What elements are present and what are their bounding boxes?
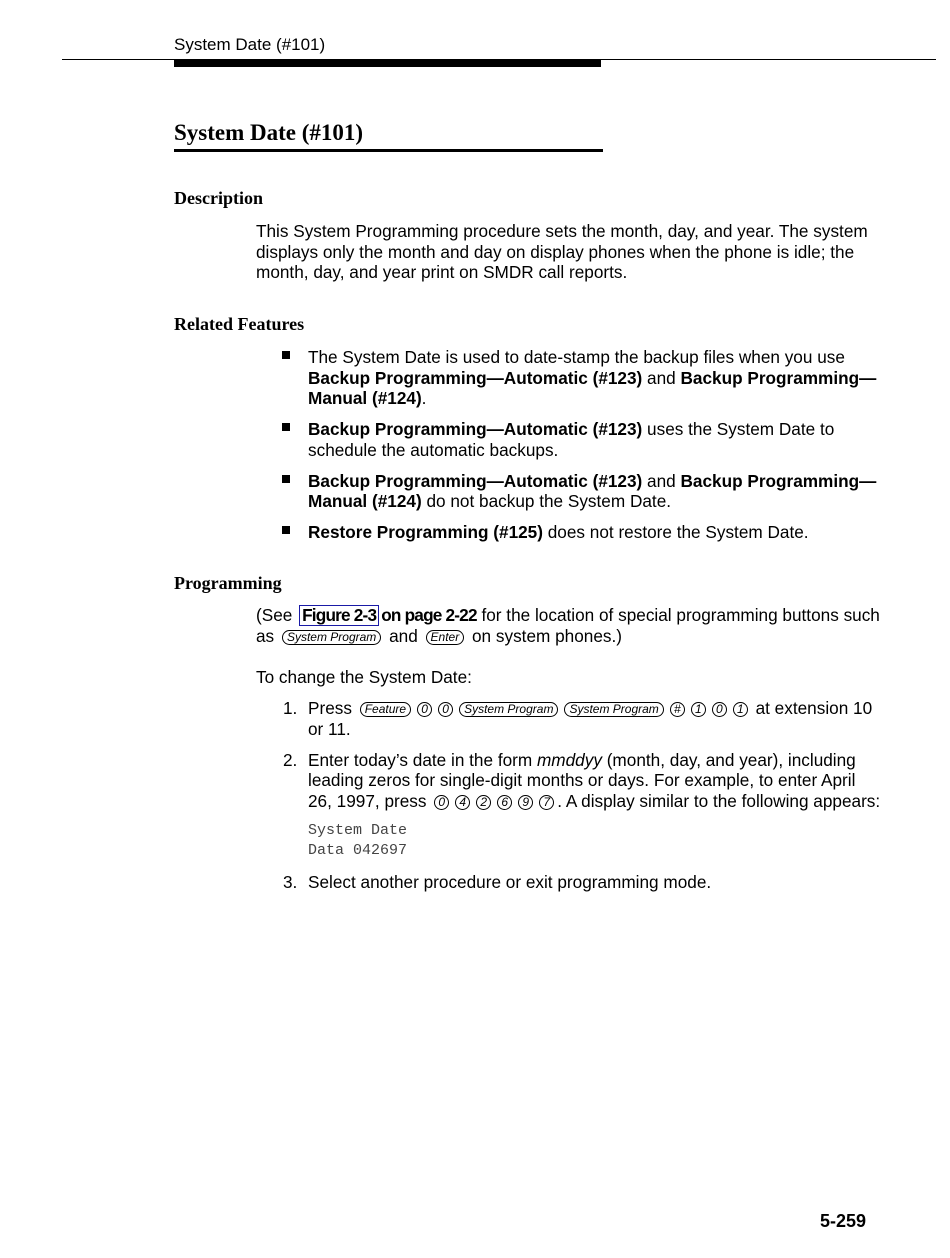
step-text: Select another procedure or exit programming mode. <box>308 871 712 892</box>
step-3 <box>256 872 881 893</box>
step-number: 2. <box>283 749 298 770</box>
dial-key: 9 <box>518 795 533 810</box>
description-heading: Description <box>174 188 263 208</box>
square-bullet-icon <box>282 475 290 483</box>
dial-key: 0 <box>434 795 449 810</box>
dial-key: 7 <box>539 795 554 810</box>
square-bullet-icon <box>282 423 290 431</box>
feature-ref: Backup Programming—Automatic (#123) <box>308 367 643 388</box>
dial-key: 0 <box>438 702 453 717</box>
step-text: Press <box>308 698 352 718</box>
list-item <box>256 347 881 409</box>
dial-key: 4 <box>455 795 470 810</box>
related-features-list <box>256 347 881 553</box>
item-text: The System Date is used to date-stamp the backup files when you use <box>308 347 845 367</box>
display-line: System Date <box>308 822 408 839</box>
figure-page-ref: on page 2-22 <box>381 605 477 625</box>
note-text: (See <box>256 605 298 625</box>
item-text: . <box>421 388 427 408</box>
item-text: and <box>642 367 681 388</box>
dial-key: 2 <box>476 795 491 810</box>
change-intro: To change the System Date: <box>256 667 472 687</box>
step-text: at extension 10 or 11. <box>308 698 873 739</box>
programming-heading: Programming <box>174 573 282 593</box>
programming-note <box>256 605 881 647</box>
feature-ref: Backup Programming—Automatic (#123) <box>308 419 643 439</box>
description-text: This System Programming procedure sets the month, day, and year. The system displays only the month and day on display phones when the phone is idle; the month, day, and year print on SMDR call reports. <box>256 221 868 282</box>
note-text: and <box>384 626 423 646</box>
system-program-key: System Program <box>282 630 381 645</box>
feature-ref: Restore Programming (#125) <box>308 522 543 542</box>
list-item <box>256 522 881 543</box>
procedure-steps <box>256 698 881 903</box>
feature-ref: Backup Programming—Manual (#124) <box>308 470 877 511</box>
dial-key: 6 <box>497 795 512 810</box>
step-text: (month, day, and year), including leading zeros for single-digit months or days. For example, to enter April 26, 1997, press <box>308 749 856 811</box>
list-item <box>256 471 881 512</box>
running-header: System Date (#101) <box>174 35 326 54</box>
enter-key: Enter <box>426 630 465 645</box>
item-text: does not restore the System Date. <box>542 522 809 542</box>
dial-key: # <box>670 702 685 717</box>
note-text: for the location of special programming buttons such as <box>256 605 880 646</box>
square-bullet-icon <box>282 351 290 359</box>
note-text: on system phones.) <box>467 626 622 646</box>
feature-ref: Backup Programming—Automatic (#123) <box>308 470 643 491</box>
dial-key: 0 <box>712 702 727 717</box>
step-text: . A display similar to the following appears: <box>557 790 881 811</box>
system-program-key: System Program <box>459 702 558 717</box>
item-text: uses the System Date to schedule the automatic backups. <box>308 419 835 460</box>
feature-key: Feature <box>360 702 411 717</box>
item-text: and <box>642 470 681 491</box>
dial-key: 1 <box>733 702 748 717</box>
step-number: 3. <box>283 871 298 892</box>
header-bar <box>174 60 601 67</box>
display-screen <box>308 821 881 861</box>
item-text: do not backup the System Date. <box>421 491 672 511</box>
dial-key: 1 <box>691 702 706 717</box>
feature-ref: Backup Programming—Manual (#124) <box>308 367 877 408</box>
square-bullet-icon <box>282 526 290 534</box>
page-number: 5-259 <box>820 1211 867 1231</box>
display-line: Data 042697 <box>308 842 408 859</box>
list-item <box>256 419 881 460</box>
related-features-heading: Related Features <box>174 314 305 334</box>
step-2 <box>256 750 881 862</box>
section-title: System Date (#101) <box>174 120 603 152</box>
system-program-key: System Program <box>564 702 663 717</box>
figure-link[interactable]: Figure 2-3 <box>299 605 379 626</box>
dial-key: 0 <box>417 702 432 717</box>
step-number: 1. <box>283 698 298 718</box>
step-text: Enter today’s date in the form <box>308 749 537 770</box>
step-1 <box>256 698 881 739</box>
date-format: mmddyy <box>536 749 602 770</box>
